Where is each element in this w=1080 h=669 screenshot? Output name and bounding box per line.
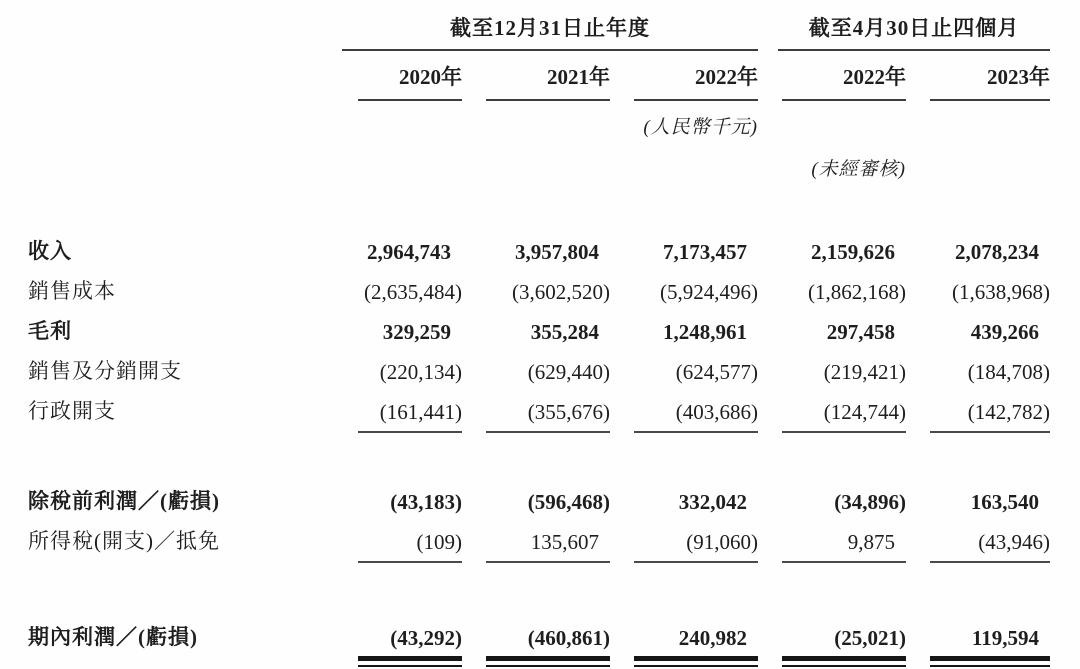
table-row-admin-expenses (28, 385, 1050, 425)
spacer-row (28, 181, 1050, 225)
value-cell: (43,292) (390, 626, 462, 650)
row-label: 除稅前利潤／(虧損) (28, 489, 220, 513)
value-cell: (5,924,496) (660, 280, 759, 304)
period-group-header-row (28, 12, 1050, 51)
table-row-profit-for-period (28, 611, 1050, 651)
value-cell: 297,458 (826, 320, 896, 344)
value-cell: 3,957,804 (515, 240, 599, 264)
rule-line (634, 555, 758, 563)
value-cell: (142,782) (967, 400, 1051, 424)
rule-line (782, 425, 906, 433)
value-cell: (403,686) (675, 400, 759, 424)
income-statement-table (28, 12, 1050, 669)
value-cell: (1,638,968) (952, 280, 1051, 304)
rule-line (358, 555, 462, 563)
value-cell: (109) (416, 530, 462, 554)
table-row-cost-of-sales (28, 265, 1050, 305)
double-rule-line (782, 656, 906, 667)
value-cell: (596,468) (527, 490, 610, 514)
table-row-income-tax (28, 515, 1050, 555)
value-cell: (184,708) (967, 360, 1051, 384)
value-cell: 355,284 (530, 320, 599, 344)
value-cell: 2,159,626 (811, 240, 896, 264)
value-cell: (3,602,520) (512, 280, 610, 304)
rule-line (930, 425, 1050, 433)
currency-note-row (28, 101, 1050, 139)
value-cell: (43,183) (390, 490, 462, 514)
value-cell: (624,577) (675, 360, 759, 384)
table-row-selling-expenses (28, 345, 1050, 385)
value-cell: 7,173,457 (663, 240, 748, 264)
value-cell: 163,540 (970, 490, 1040, 514)
value-cell: 332,042 (678, 490, 748, 514)
rule-line (358, 425, 462, 433)
year-header-2022-interim: 2022年 (782, 61, 906, 101)
rule-line (930, 555, 1050, 563)
double-rule-line (358, 656, 462, 667)
value-cell: (124,744) (823, 400, 907, 424)
subtotal-rule-row (28, 555, 1050, 563)
period-group-four-months: 截至4月30日止四個月 (778, 12, 1050, 51)
value-cell: (460,861) (527, 626, 610, 650)
value-cell: (25,021) (834, 626, 907, 650)
rule-line (634, 425, 758, 433)
subtotal-rule-row (28, 425, 1050, 433)
value-cell: 119,594 (971, 626, 1040, 650)
rule-line (486, 555, 610, 563)
table-row-gross-profit (28, 305, 1050, 345)
double-rule-line (930, 656, 1050, 667)
rule-line (782, 555, 906, 563)
row-label: 銷售成本 (28, 279, 116, 303)
year-header-2023: 2023年 (930, 61, 1050, 101)
value-cell: (219,421) (823, 360, 907, 384)
value-cell: (43,946) (978, 530, 1051, 554)
spacer-row (28, 563, 1050, 611)
value-cell: (220,134) (379, 360, 462, 384)
value-cell: (34,896) (834, 490, 907, 514)
value-cell: 135,607 (530, 530, 599, 554)
unaudited-note: (未經審核) (811, 159, 907, 180)
currency-note: (人民幣千元) (643, 117, 759, 138)
value-cell: (1,862,168) (808, 280, 907, 304)
spacer-row (28, 433, 1050, 475)
value-cell: (91,060) (686, 530, 759, 554)
year-header-2021: 2021年 (486, 61, 610, 101)
year-header-row (28, 51, 1050, 101)
value-cell: 9,875 (847, 530, 896, 554)
value-cell: (355,676) (527, 400, 610, 424)
value-cell: 1,248,961 (663, 320, 748, 344)
value-cell: (2,635,484) (364, 280, 462, 304)
double-rule-line (486, 656, 610, 667)
value-cell: 240,982 (678, 626, 748, 650)
row-label: 收入 (28, 239, 72, 263)
value-cell: (161,441) (379, 400, 462, 424)
unaudited-note-row (28, 139, 1050, 181)
table-row-revenue (28, 225, 1050, 265)
row-label: 期內利潤／(虧損) (28, 625, 198, 649)
value-cell: 439,266 (970, 320, 1040, 344)
value-cell: 329,259 (382, 320, 451, 344)
year-header-2022: 2022年 (634, 61, 758, 101)
value-cell: 2,078,234 (955, 240, 1040, 264)
rule-line (486, 425, 610, 433)
year-header-2020: 2020年 (358, 61, 462, 101)
row-label: 毛利 (28, 319, 72, 343)
double-rule-line (634, 656, 758, 667)
row-label: 銷售及分銷開支 (28, 359, 182, 383)
value-cell: (629,440) (527, 360, 610, 384)
period-group-annual: 截至12月31日止年度 (342, 12, 758, 51)
value-cell: 2,964,743 (367, 240, 451, 264)
table-row-profit-before-tax (28, 475, 1050, 515)
row-label: 行政開支 (28, 399, 116, 423)
total-double-rule-row (28, 651, 1050, 669)
row-label: 所得稅(開支)／抵免 (28, 529, 220, 553)
